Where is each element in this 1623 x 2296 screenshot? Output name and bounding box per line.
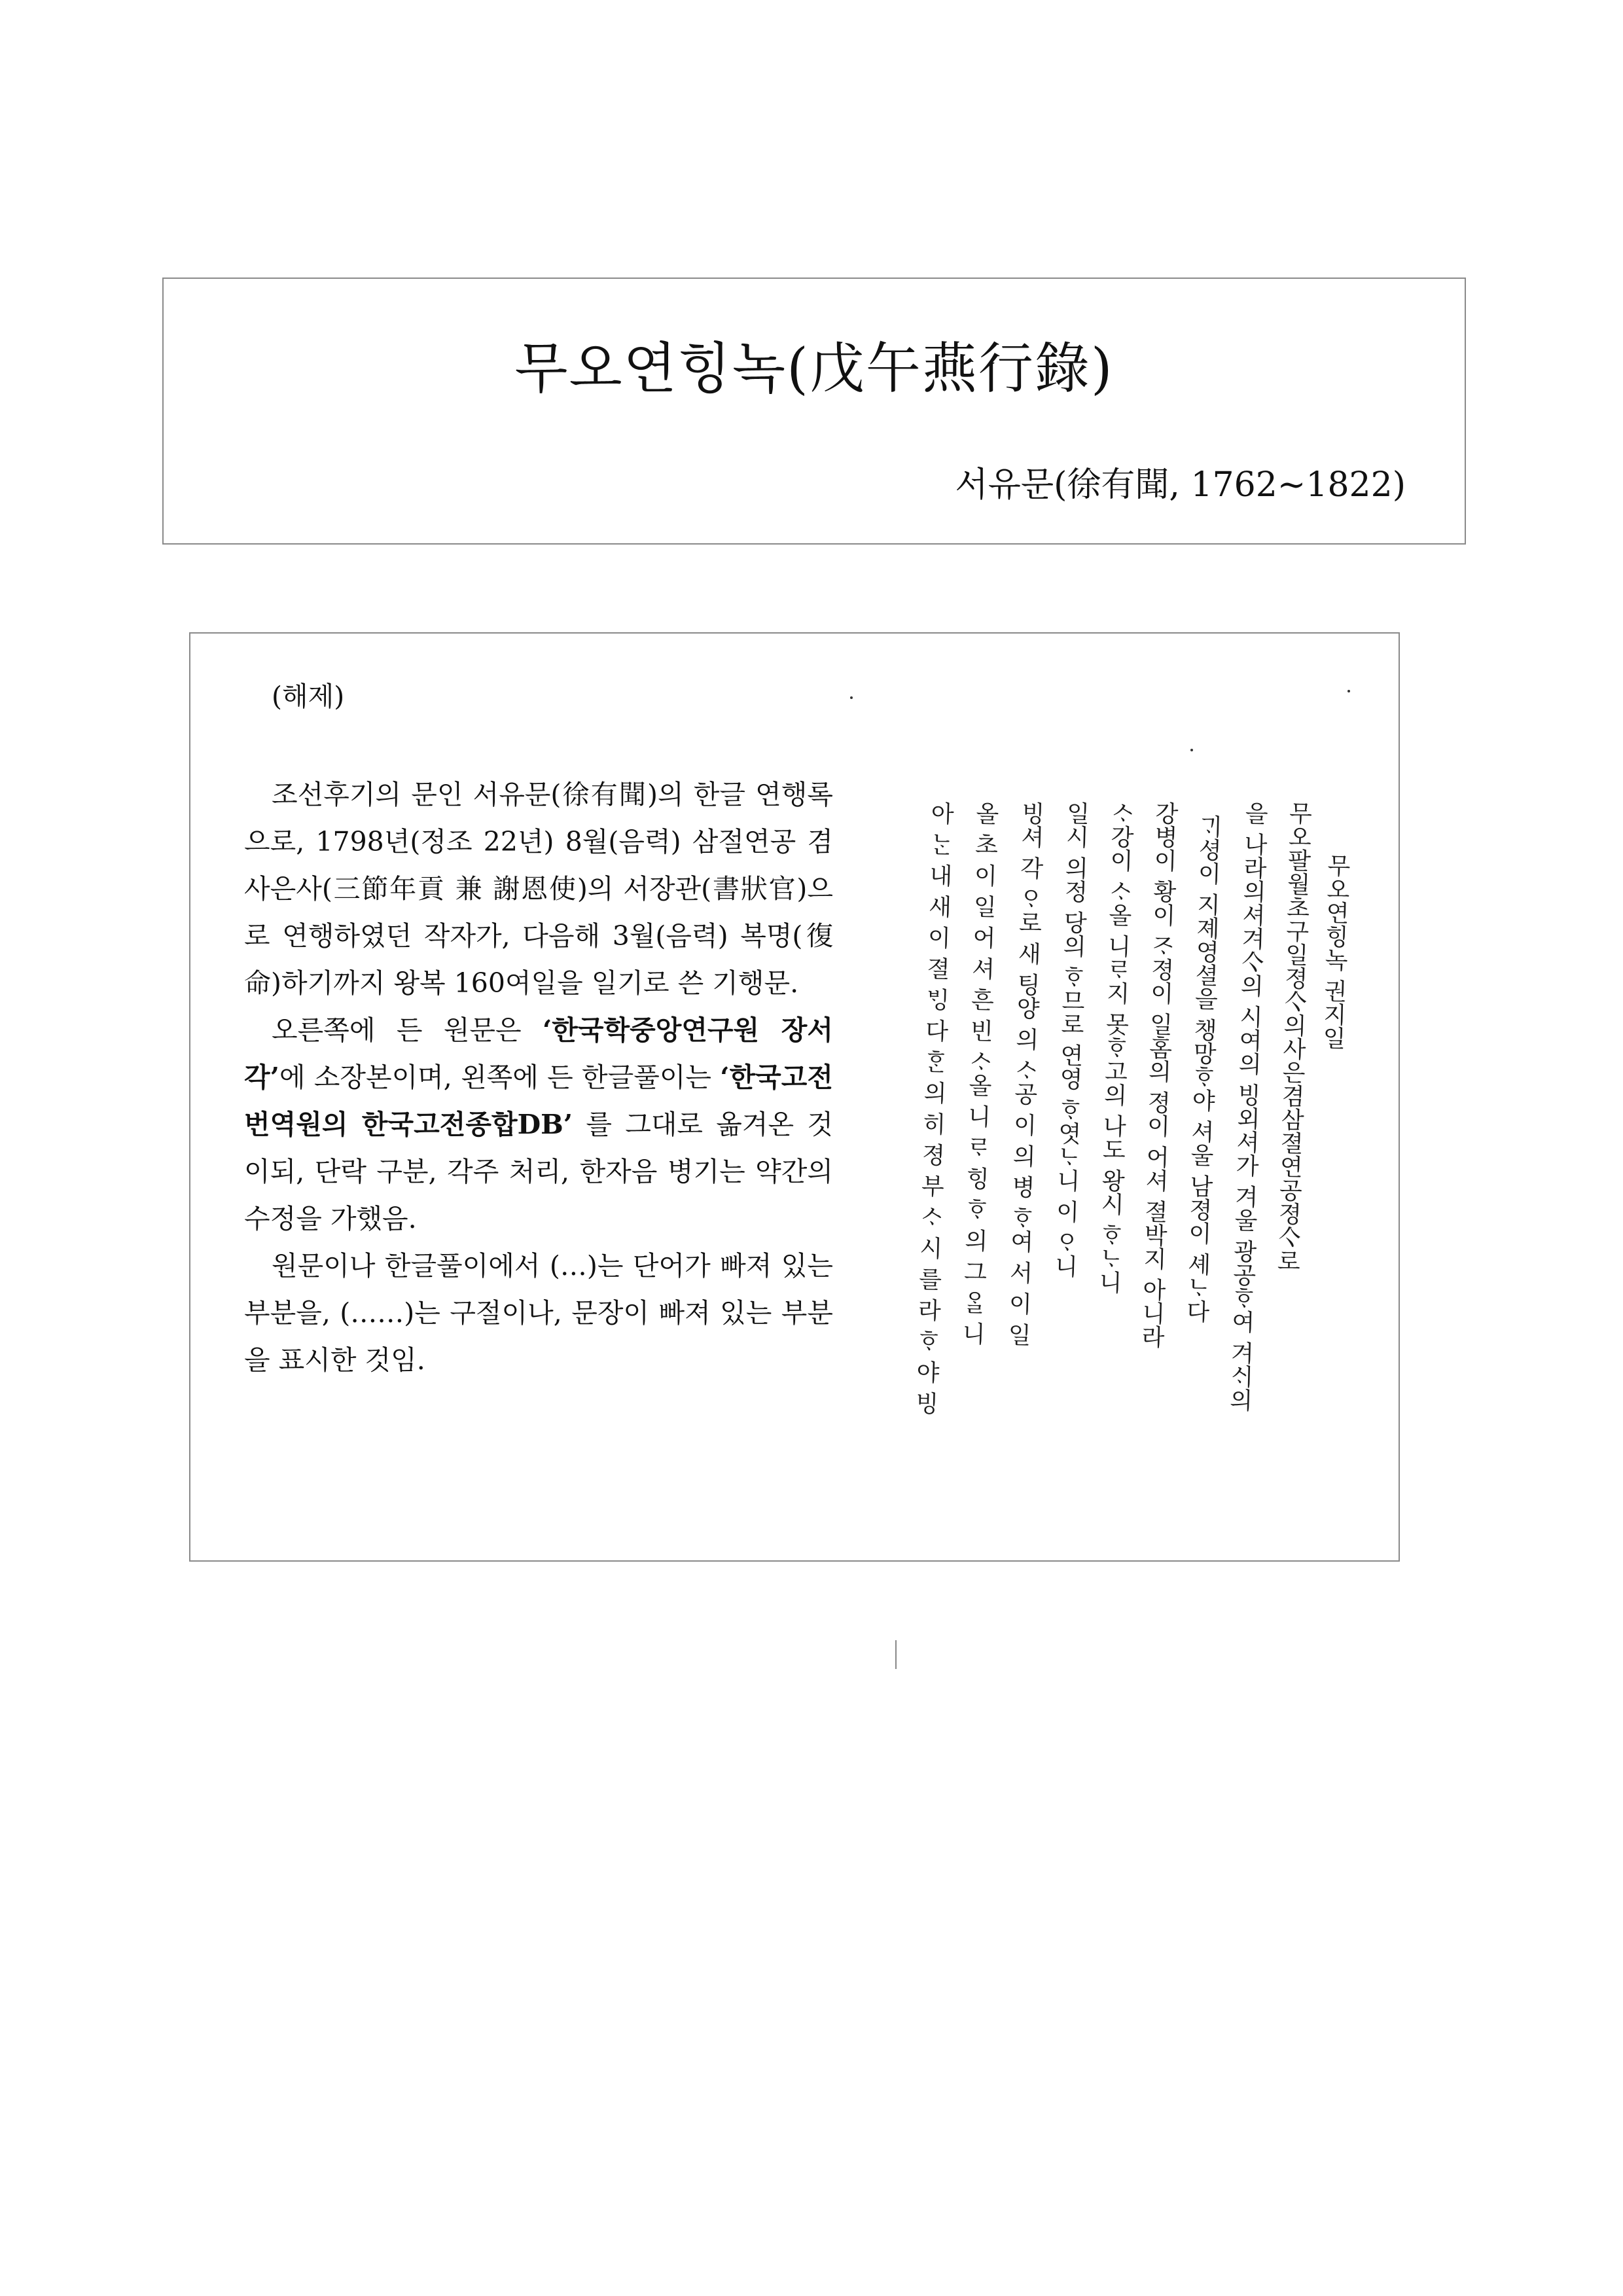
commentary-paragraph-2 bbox=[244, 1007, 833, 1242]
para2-text-c: 에 소장본이며, 왼쪽에 든 한글풀이는 bbox=[279, 1062, 721, 1093]
manuscript-column: 빙셔 각 ᄋᆞ로 새 팅양 의 ᄉᆞ공 이 의 병 ᄒᆞ여 서 이 일 bbox=[1004, 800, 1045, 1347]
content-box bbox=[189, 632, 1400, 1562]
document-title: 무오연힝녹(戊午燕行錄) bbox=[514, 336, 1114, 401]
manuscript-speck bbox=[1190, 749, 1193, 751]
manuscript-speck bbox=[1347, 690, 1350, 692]
para2-source-db: ‘한국고전번역원의 한국고전종합DB’ bbox=[244, 1062, 833, 1140]
para2-source-jangseogak: ‘한국학중앙연구원 장서각’ bbox=[244, 1014, 833, 1093]
manuscript-column: 강병이 황이 ᄌᆞ졍이 일홈의 졍이 어셔 졀박지 아니라 bbox=[1137, 800, 1179, 1349]
manuscript-speck bbox=[850, 696, 853, 699]
commentary-heading: (해제) bbox=[272, 681, 345, 712]
commentary-paragraph-3: 원문이나 한글풀이에서 (…)는 단어가 빠져 있는 부분을, (……)는 구절이나, 문장이 빠져 있는 부분을 표시한 것임. bbox=[244, 1250, 833, 1376]
title-box bbox=[162, 278, 1466, 545]
manuscript-column: ᄀᆡ셩이 지졔영셜을 챙망ᄒᆞ야 셔울 남졍이 셰ᄂᆞ다 bbox=[1182, 814, 1223, 1323]
page-mark bbox=[895, 1640, 897, 1669]
manuscript-column: 을 나라의셔겨亽의 시여의 빙외셔가 겨울 광공ᄒᆞ여 겨ᄉᆡ의 bbox=[1225, 800, 1269, 1412]
para2-text-a: 오른쪽에 든 원문은 bbox=[272, 1014, 543, 1046]
para2-text-e: 를 그대로 옮겨온 것이되, 단락 구분, 각주 처리, 한자음 병기는 약간의 수정을 가했음. bbox=[244, 1109, 833, 1234]
manuscript-image bbox=[863, 801, 1374, 1456]
manuscript-column: 무오연힝녹 권지일 bbox=[1319, 853, 1351, 1050]
manuscript-column: 일시 의정 당의 ᄒᆞ므로 연영 ᄒᆞ엿ᄂᆞ니 이 ᄋᆞ니 bbox=[1050, 800, 1090, 1278]
commentary-section bbox=[244, 673, 833, 1384]
manuscript-column: 무오팔월초구일졍亽의사은겸삼졀연공졍亽로 bbox=[1273, 800, 1313, 1273]
document-author: 서유문(徐有聞, 1762~1822) bbox=[955, 465, 1406, 505]
commentary-paragraph-1: 조선후기의 문인 서유문(徐有聞)의 한글 연행록으로, 1798년(정조 22년) 8월(음력) 삼절연공 겸 사은사(三節年貢 兼 謝恩使)의 서장관(書狀官)으로 연행하였던 작자가, 다음해 3월(음력) 복명(復命)하기까지 왕복 160여일을 일기로 쓴 기행문. bbox=[244, 779, 833, 999]
manuscript-column: 아 ᄂᆞᆫ 내 새 이 졀 ᄇᆡᆼ 다 ᄒᆞᆫ 의 히 졍 부 ᄉᆞ 시 를 라 ᄒᆞ 야 빙 bbox=[911, 800, 955, 1415]
manuscript-column: ᄉᆞ강이 ᄉᆞ올 니ᄅᆞ지 못ᄒᆞ고의 나도 왕시 ᄒᆞᄂᆞ니 bbox=[1095, 800, 1135, 1295]
manuscript-column: 올 초 이 일 어 셔 흔 빈 ᄉᆞ올 니 ᄅᆞ 힝 ᄒᆞ 의 그 ᄋᆞᆯ 니 bbox=[958, 800, 999, 1346]
